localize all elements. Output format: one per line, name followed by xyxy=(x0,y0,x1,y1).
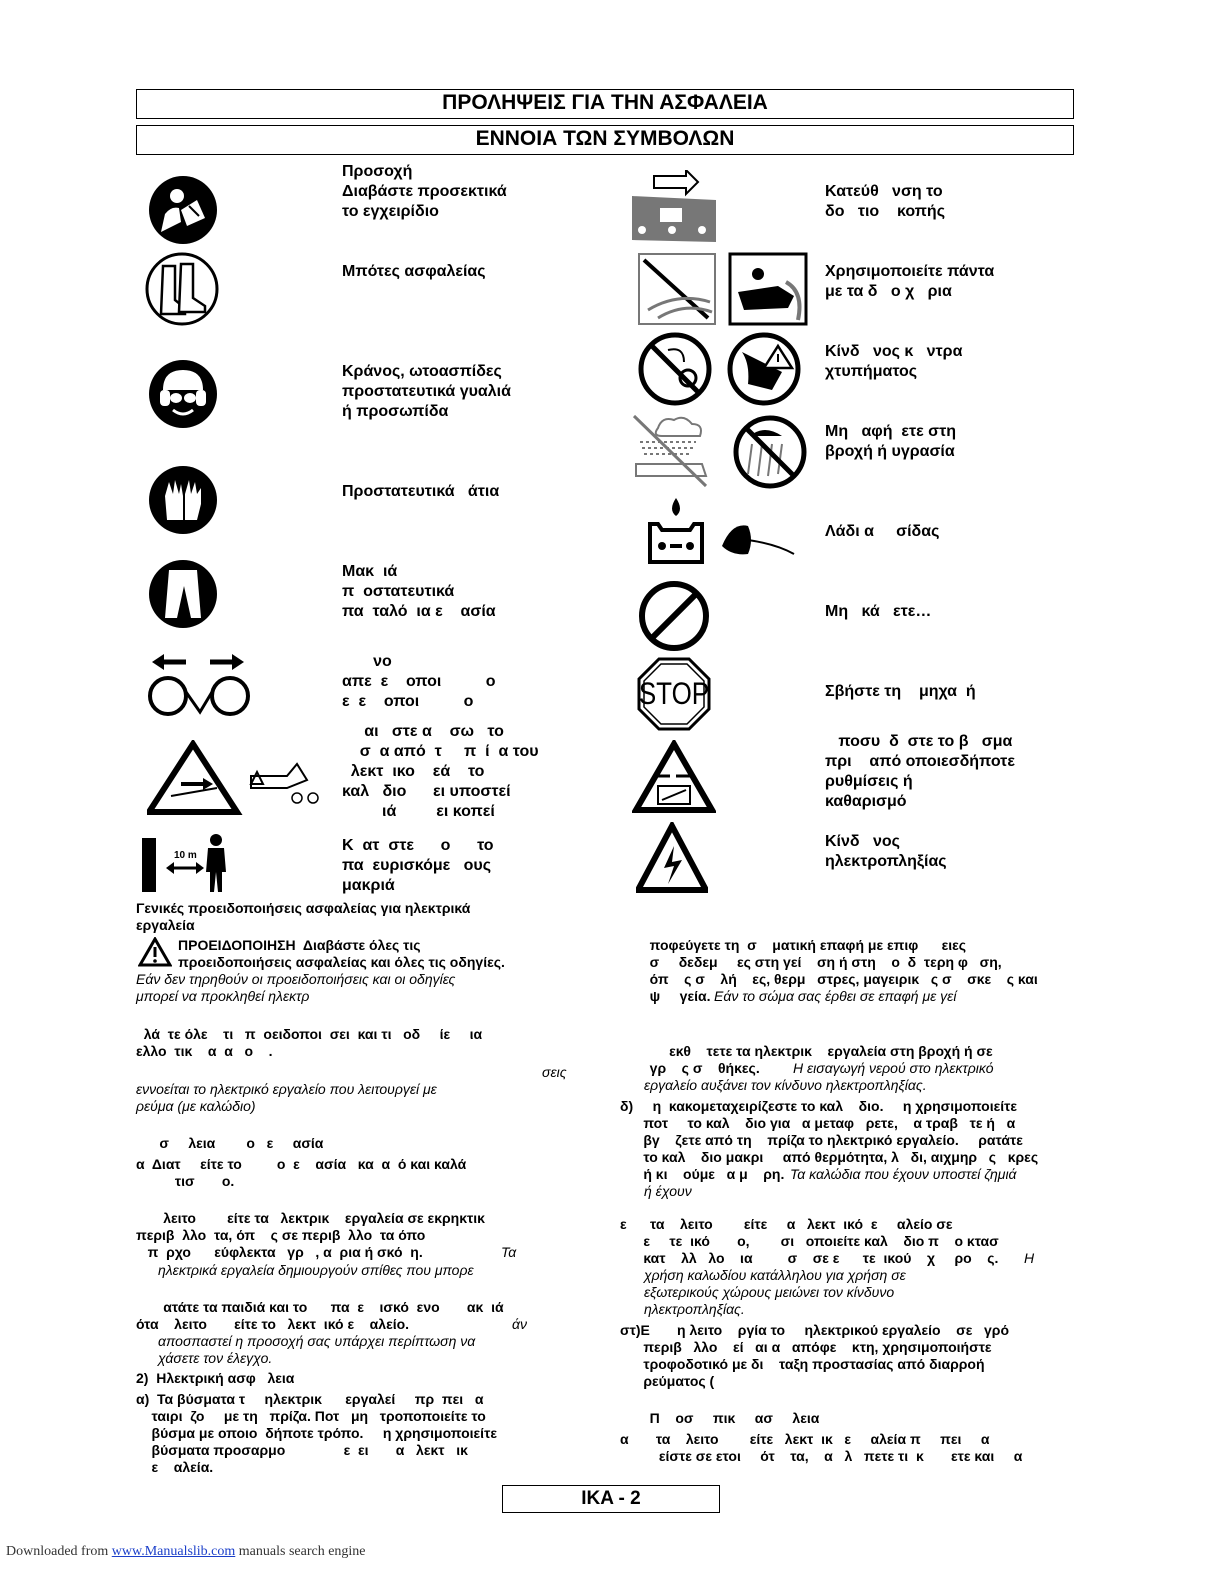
unplug-before-adjust-icon xyxy=(632,740,716,814)
label-safety-boots: Μπότες ασφαλείας xyxy=(342,263,486,280)
warning-italic-text: Εάν δεν τηρηθούν οι προειδοποιήσεις και οι οδηγίες μπορεί να προκληθεί ηλεκτρ xyxy=(136,971,456,1004)
term-italic-a: σεις xyxy=(542,1064,567,1080)
rotation-arrows-icon xyxy=(138,652,258,718)
label-kickback: Κίνδ νος κ ντρα χτυπήματος xyxy=(825,343,963,380)
keep-instructions-text: λά τε όλε τι π οειδοποι σει και τι οδ ίε ια ελλο τικ α α ο . xyxy=(136,1026,483,1059)
unplug-warning-icon xyxy=(147,740,327,816)
work-area-a: α Διατ είτε το ο ε ασία κα α ό και καλά τισ ο. xyxy=(136,1156,467,1189)
section-title: ΕΝΝΟΙΑ ΤΩΝ ΣΥΜΒΟΛΩΝ xyxy=(136,125,1074,155)
label-two-hands: Χρησιμοποιείτε πάντα με τα δ ο χ ρια xyxy=(825,263,995,300)
page-number: IKA - 2 xyxy=(502,1485,720,1513)
work-area-heading: σ λεια ο ε ασία xyxy=(136,1135,324,1151)
work-area-b-tail: Τα xyxy=(501,1244,517,1260)
work-area-c: ατάτε τα παιδιά και το πα ε ισκό ενο ακ ιά ότα λειτο είτε το λεκτ ικό ε αλείο. xyxy=(136,1299,504,1332)
electrical-safety-a: α) Τα βύσματα τ ηλεκτρικ εργαλεί πρ πει α ταιρι ζο με τη πρίζα. Ποτ μη τροποποιείτε το βύσμα με οποιο δήποτε τρόπο. η χρησιμοποιείτε βύσματα προσαρμο ε ει α λεκτ ικ ε αλεία. xyxy=(136,1391,497,1475)
label-unplug-damaged: αι στε α σω το σ α από τ π ί α του λεκτ ικο εά το καλ διο ει υποστεί ιά ει κοπεί xyxy=(342,723,539,820)
chain-direction-icon xyxy=(630,170,718,244)
warning-bold-text: ΠΡΟΕΙΔΟΠΟΙΗΣΗ Διαβάστε όλες τις προειδοποιήσεις ασφαλείας και όλες τις οδηγίες. xyxy=(178,937,505,970)
work-area-c-tail: άν xyxy=(512,1316,527,1332)
label-chain-oil: Λάδι α σίδας xyxy=(825,523,940,540)
electrical-safety-e: ε τα λειτο είτε α λεκτ ικό ε αλείο σε ε τε ικό ο, σι οποιείτε καλ διο π ο κτασ κατ λλ λο ια σ σε ε τε ικού χ ρο ς. xyxy=(620,1216,999,1266)
work-area-c-italic: αποσπαστεί η προσοχή σας υπάρχει περίπτωση να χάσετε τον έλεγχο. xyxy=(158,1333,476,1366)
manualslib-link[interactable]: www.Manualslib.com xyxy=(111,1544,236,1559)
electrical-safety-e-tail: Η xyxy=(1024,1250,1035,1266)
label-trousers: Μακ ιά π οστατευτικά πα ταλό ια ε ασία xyxy=(342,563,496,620)
no-rain-icon xyxy=(632,414,812,490)
safety-boots-icon xyxy=(145,252,219,326)
label-stop: Σβήστε τη μηχα ή xyxy=(825,683,976,700)
label-prohibited: Μη κά ετε… xyxy=(825,603,932,620)
gloves-icon xyxy=(147,464,219,536)
electrical-safety-b: ποφεύγετε τη σ ματική επαφή με επιφ ειες σ δεδεμ ες στη γεί ση ή στη ο δ τερη φ ση, όπ ς σ λή ες, θερμ στρες, μαγειρικ ς σ σκε ς και ψ γεία. xyxy=(649,937,1038,1004)
page-title: ΠΡΟΛΗΨΕΙΣ ΓΙΑ ΤΗΝ ΑΣΦΑΛΕΙΑ xyxy=(136,89,1074,119)
read-manual-icon xyxy=(147,174,219,246)
personal-safety-a: α τα λειτο είτε λεκτ ικ ε αλεία π πει α είστε σε ετοι ότ τα, α λ πετε τι κ ετε και α xyxy=(620,1431,1023,1464)
electrical-safety-c-tail: Η εισαγωγή νερού στο ηλεκτρικό xyxy=(793,1060,994,1076)
bystanders-distance-icon xyxy=(140,832,236,894)
stop-icon xyxy=(636,656,712,732)
download-credit xyxy=(6,1544,366,1560)
stop-text: STOP xyxy=(638,676,710,712)
download-prefix: Downloaded from xyxy=(6,1544,109,1559)
electrical-safety-b-italic: Εάν το σώμα σας έρθει σε επαφή με γεί xyxy=(714,988,957,1004)
general-warnings-heading: Γενικές προειδοποιήσεις ασφαλείας για ηλεκτρικά εργαλεία xyxy=(136,900,471,933)
label-bystanders: Κ ατ στε ο το πα ευρισκόμε ους μακριά xyxy=(342,837,494,894)
label-unplug-before-adjust: ποσυ δ στε το β σμα πρι από οποιεσδήποτε ρυθμίσεις ή καθαρισμό xyxy=(825,733,1015,810)
electrical-safety-c-italic: εργαλείο αυξάνει τον κίνδυνο ηλεκτροπληξίας. xyxy=(644,1077,927,1093)
label-no-rain: Μη αφή ετε στη βροχή ή υγρασία xyxy=(825,423,957,460)
electric-shock-icon xyxy=(636,822,708,894)
electrical-safety-f: στ)Ε η λειτο ργία το ηλεκτρικού εργαλείο σε γρό περιβ λλο εί αι α απόφε κτη, χρησιμοποιήστε τροφοδοτικό με δι ταξη προστασίας από διαρροή ρεύματος ( xyxy=(620,1322,1010,1389)
term-italic-b: εννοείται το ηλεκτρικό εργαλείο που λειτουργεί με ρεύμα (με καλώδιο) xyxy=(136,1081,437,1114)
electrical-safety-d-italic: ή έχουν xyxy=(644,1183,692,1199)
electrical-safety-d-tail: Τα καλώδια που έχουν υποστεί ζημιά xyxy=(790,1166,1017,1182)
electrical-safety-heading: 2) Ηλεκτρική ασφ λεια xyxy=(136,1370,295,1386)
label-rotation: νο απε ε οποι ο ε ε οποι ο xyxy=(342,653,496,710)
helmet-earmuffs-icon xyxy=(147,358,219,430)
chain-oil-icon xyxy=(636,494,800,566)
trousers-icon xyxy=(147,558,219,630)
label-chain-direction: Κατεύθ νση το δο τιο κοπής xyxy=(825,183,946,220)
label-electric-shock: Κίνδ νος ηλεκτροπληξίας xyxy=(825,833,947,870)
label-gloves: Προστατευτικά άτια xyxy=(342,483,500,500)
download-suffix: manuals search engine xyxy=(238,1544,366,1559)
distance-label: 10 m xyxy=(174,850,197,861)
electrical-safety-e-italic: χρήση καλωδίου κατάλληλου για χρήση σε εξωτερικούς χώρους μειώνει τον κίνδυνο ηλεκτροπληξίας. xyxy=(644,1267,906,1317)
work-area-b-italic: ηλεκτρικά εργαλεία δημιουργούν σπίθες που μπορε xyxy=(158,1262,474,1278)
prohibited-icon xyxy=(638,580,710,652)
work-area-b: λειτο είτε τα λεκτρικ εργαλεία σε εκρηκτικ περιβ λλο τα, όπ ς σε περιβ λλο τα όπο π ρχο εύφλεκτα γρ , α ρια ή σκό η. xyxy=(136,1210,485,1260)
kickback-danger-icon xyxy=(638,332,810,406)
electrical-safety-c: εκθ τετε τα ηλεκτρικ εργαλεία στη βροχή ή σε γρ ς σ θήκες. xyxy=(649,1043,993,1076)
personal-safety-heading: Π οσ πικ ασ λεια xyxy=(638,1410,820,1426)
two-hands-icon xyxy=(638,252,808,326)
label-helmet: Κράνος, ωτοασπίδες προστατευτικά γυαλιά ή προσωπίδα xyxy=(342,363,511,420)
label-read-manual: Προσοχή Διαβάστε προσεκτικά το εγχειρίδιο xyxy=(342,163,507,220)
electrical-safety-d: δ) η κακομεταχειρίζεστε το καλ διο. η χρησιμοποιείτε ποτ το καλ διο για α μεταφ ρετε, α τραβ τε ή α βγ ζετε από τη πρίζα το ηλεκτρικό εργαλείο. ρατάτε το καλ διο μακρι από θερμότητα, λ δι, αιχμηρ ς κρες ή κι ούμε α μ ρη. xyxy=(620,1098,1039,1182)
warning-icon xyxy=(138,937,172,967)
